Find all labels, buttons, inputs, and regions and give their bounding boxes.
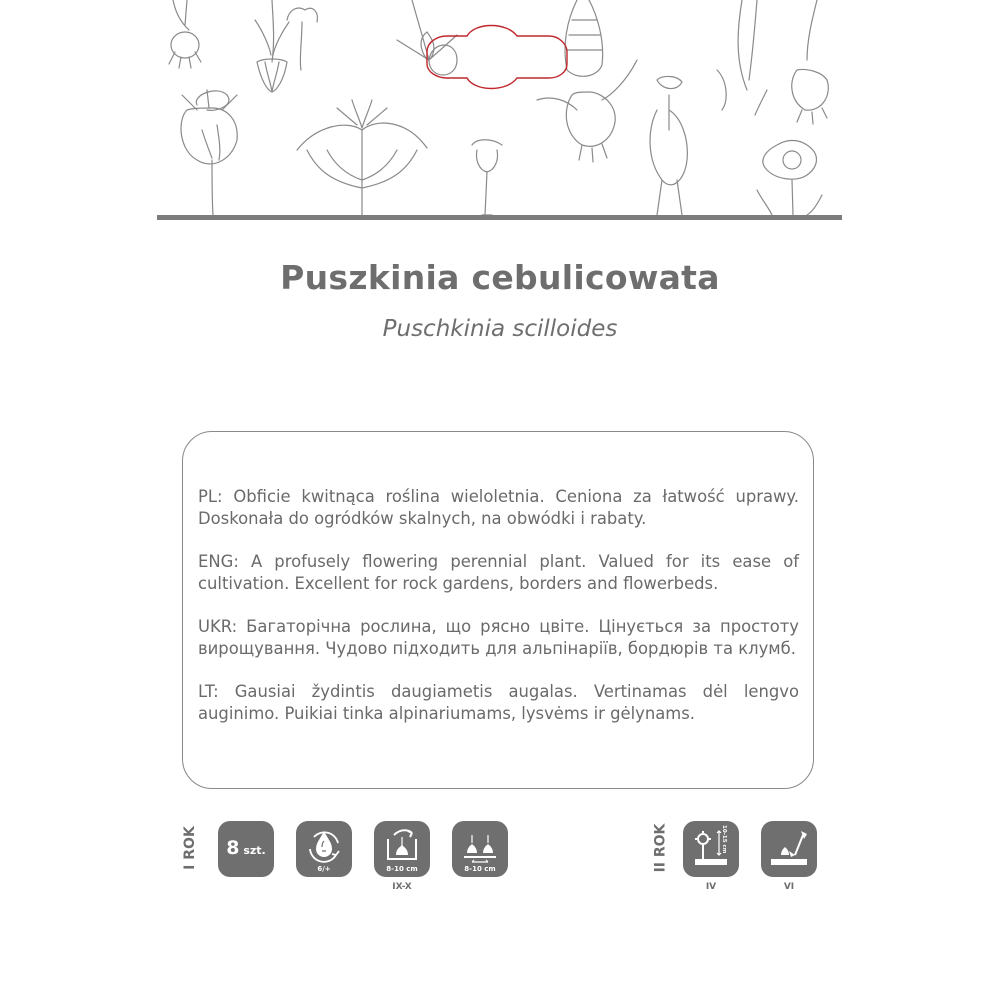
bulb-count-tile — [218, 821, 274, 877]
description-pl: PL: Obficie kwitnąca roślina wieloletnia. Ceniona za łatwość uprawy. Doskonała do ogródków skalnych, na obwódki i rabaty. — [198, 487, 799, 528]
bulb-count-unit: szt. — [243, 844, 266, 857]
planting-depth-tile — [374, 821, 430, 877]
planting-depth-label: 8-10 cm — [386, 865, 418, 873]
bulb-count-number: 8 — [226, 837, 240, 859]
plant-height-tile — [683, 821, 739, 877]
botanical-illustration — [157, 0, 842, 222]
description-lt: LT: Gausiai žydintis daugiametis augalas. Vertinamas dėl lengvo auginimo. Puikiai tinka alpinariumams, lysvėms ir gėlynams. — [198, 682, 799, 723]
height-label: 10-15 cm — [721, 825, 727, 854]
hardiness-label: 6/+ — [317, 865, 331, 873]
flowering-month: IV — [705, 882, 717, 892]
bulb-digging-icon — [761, 821, 817, 877]
botanical-drawing — [157, 0, 842, 222]
spacing-label: 8-10 cm — [464, 865, 496, 873]
page-title: Puszkinia cebulicowata — [280, 258, 720, 297]
year1-label: I ROK — [181, 826, 198, 870]
ground-line — [157, 215, 842, 220]
description-eng: ENG: A profusely flowering perennial plant. Valued for its ease of cultivation. Excellent for rock gardens, borders and flowerbeds. — [198, 552, 799, 593]
bulb-spacing-tile — [452, 821, 508, 877]
description-ukr: UKR: Багаторічна рослина, що рясно цвіте. Цінується за простоту вирощування. Чудово підходить для альпінаріїв, бордюрів та клумб. — [198, 617, 799, 658]
bulb-count — [218, 837, 274, 859]
year2-label: II ROK — [652, 823, 669, 873]
plant-height-icon — [683, 821, 739, 877]
description-box — [182, 431, 814, 789]
digging-month: VI — [783, 882, 795, 892]
bulb-digging-tile — [761, 821, 817, 877]
hardiness-tile — [296, 821, 352, 877]
latin-name: Puschkinia scilloides — [382, 316, 618, 342]
planting-month: IX-X — [392, 882, 412, 892]
hang-tag-outline — [427, 26, 567, 89]
